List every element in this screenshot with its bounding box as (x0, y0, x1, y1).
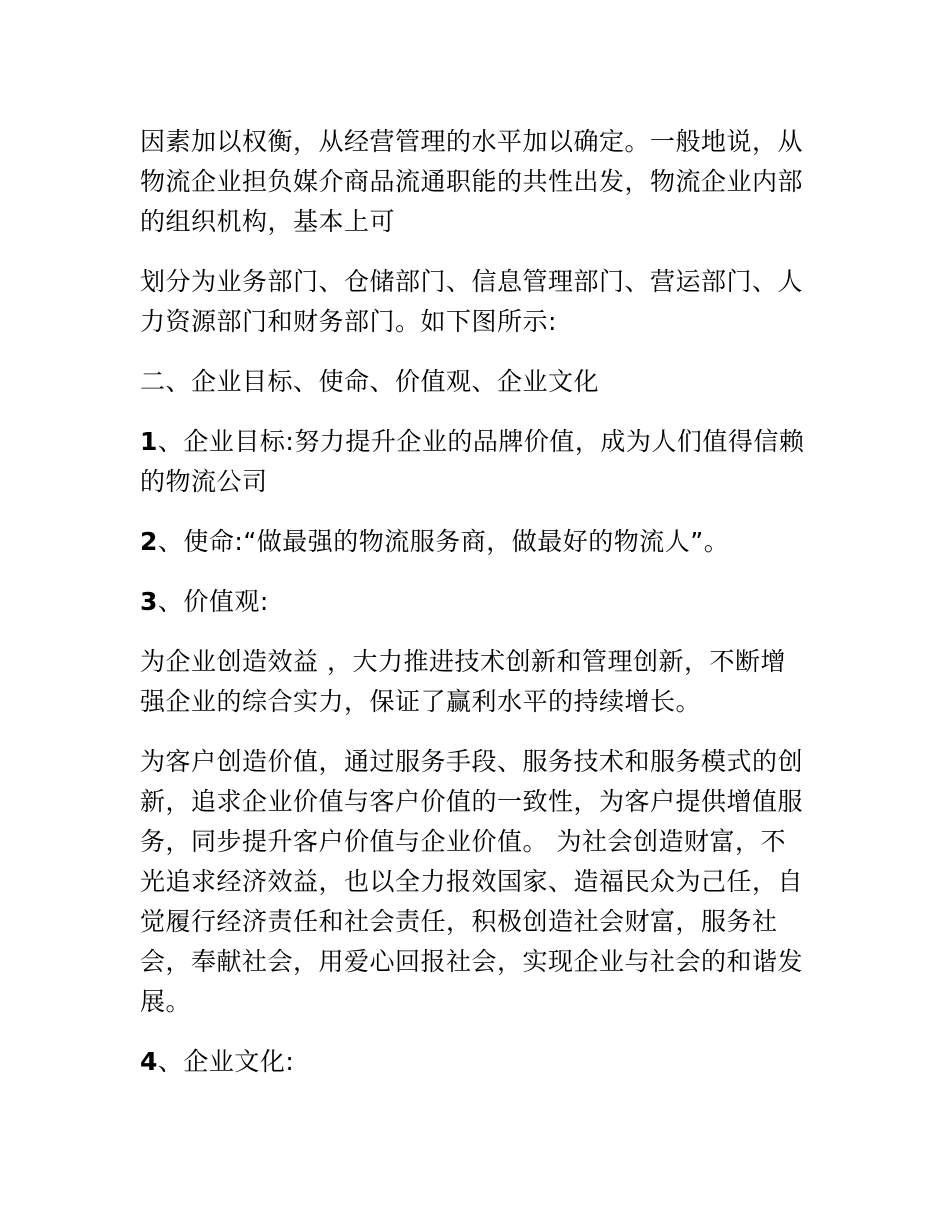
document-page (140, 122, 810, 1102)
section-heading (140, 362, 810, 402)
item-enterprise-goal (140, 422, 810, 502)
section-heading-text: 二、企业目标、使命、价值观、企业文化 (140, 367, 600, 396)
paragraph-text: 因素加以权衡，从经营管理的水平加以确定。一般地说，从物流企业担负媒介商品流通职能的共性出发，物流企业内部的组织机构，基本上可 (140, 127, 804, 236)
item-text: 、企业目标:努力提升企业的品牌价值，成为人们值得信赖的物流公司 (140, 427, 805, 496)
paragraph-text: 划分为业务部门、仓储部门、信息管理部门、营运部门、人力资源部门和财务部门。如下图所示: (140, 267, 804, 336)
paragraph-values-customer-society (140, 742, 810, 1022)
item-number: 4 (140, 1047, 158, 1076)
item-text: 、价值观: (157, 587, 269, 616)
item-text: 、使命:“做最强的物流服务商，做最好的物流人”。 (157, 527, 730, 556)
item-values (140, 582, 810, 622)
item-number: 3 (140, 587, 158, 616)
paragraph-1 (140, 122, 810, 242)
paragraph-2 (140, 262, 810, 342)
item-number: 2 (140, 527, 158, 556)
paragraph-text: 为企业创造效益 ，大力推进技术创新和管理创新，不断增强企业的综合实力，保证了赢利水平的持续增长。 (140, 647, 786, 716)
paragraph-text: 为客户创造价值，通过服务手段、服务技术和服务模式的创新，追求企业价值与客户价值的一致性，为客户提供增值服务，同步提升客户价值与企业价值。 为社会创造财富，不光追求经济效益，也以全力报效国家、造福民众为己任，自觉履行经济责任和社会责任，积极创造社会财富，服务社会，奉献社会，用爱心回报社会，实现企业与社会的和谐发展。 (140, 747, 804, 1016)
item-mission (140, 522, 810, 562)
item-text: 、企业文化: (157, 1047, 295, 1076)
paragraph-values-enterprise (140, 642, 810, 722)
item-number: 1 (140, 427, 158, 456)
item-corporate-culture (140, 1042, 810, 1082)
